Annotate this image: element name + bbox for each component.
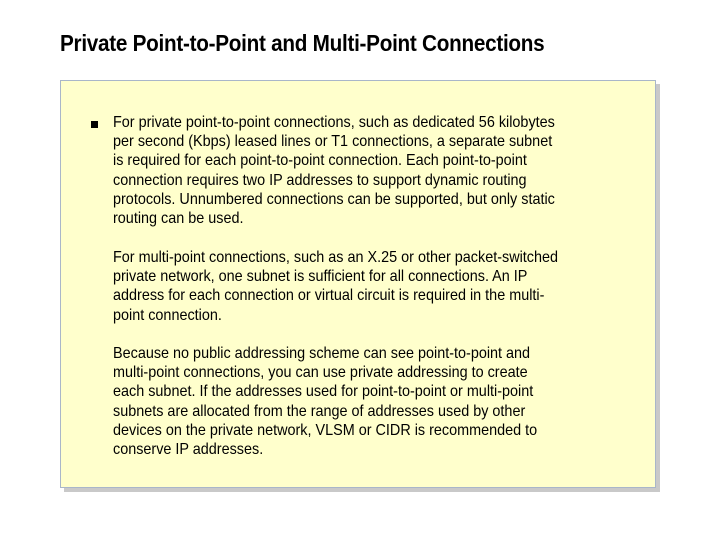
paragraph-multi-point: For multi-point connections, such as an X.25 or other packet-switched private network, one subnet is sufficient for all connections. An IP address for each connection or virtual circuit is required in the multi- point connection. <box>113 249 559 324</box>
paragraph-point-to-point: For private point-to-point connections, such as dedicated 56 kilobytes per second (Kbps) leased lines or T1 connections, a separate subnet is required for each point-to-point connection. Each point-to-point connection requires two IP addresses to support dynamic routing protocols. Unnumbered connections can be supported, but only static routing can be used. <box>113 114 555 228</box>
content-box <box>60 80 656 488</box>
square-bullet-icon <box>91 121 98 128</box>
paragraph-private-addressing: Because no public addressing scheme can see point-to-point and multi-point connections, you can use private addressing to create each subnet. If the addresses used for point-to-point or multi-point subnets are allocated from the range of addresses used by other devices on the private network, VLSM or CIDR is recommended to conserve IP addresses. <box>113 345 538 459</box>
slide-title: Private Point-to-Point and Multi-Point Connections <box>60 30 545 56</box>
